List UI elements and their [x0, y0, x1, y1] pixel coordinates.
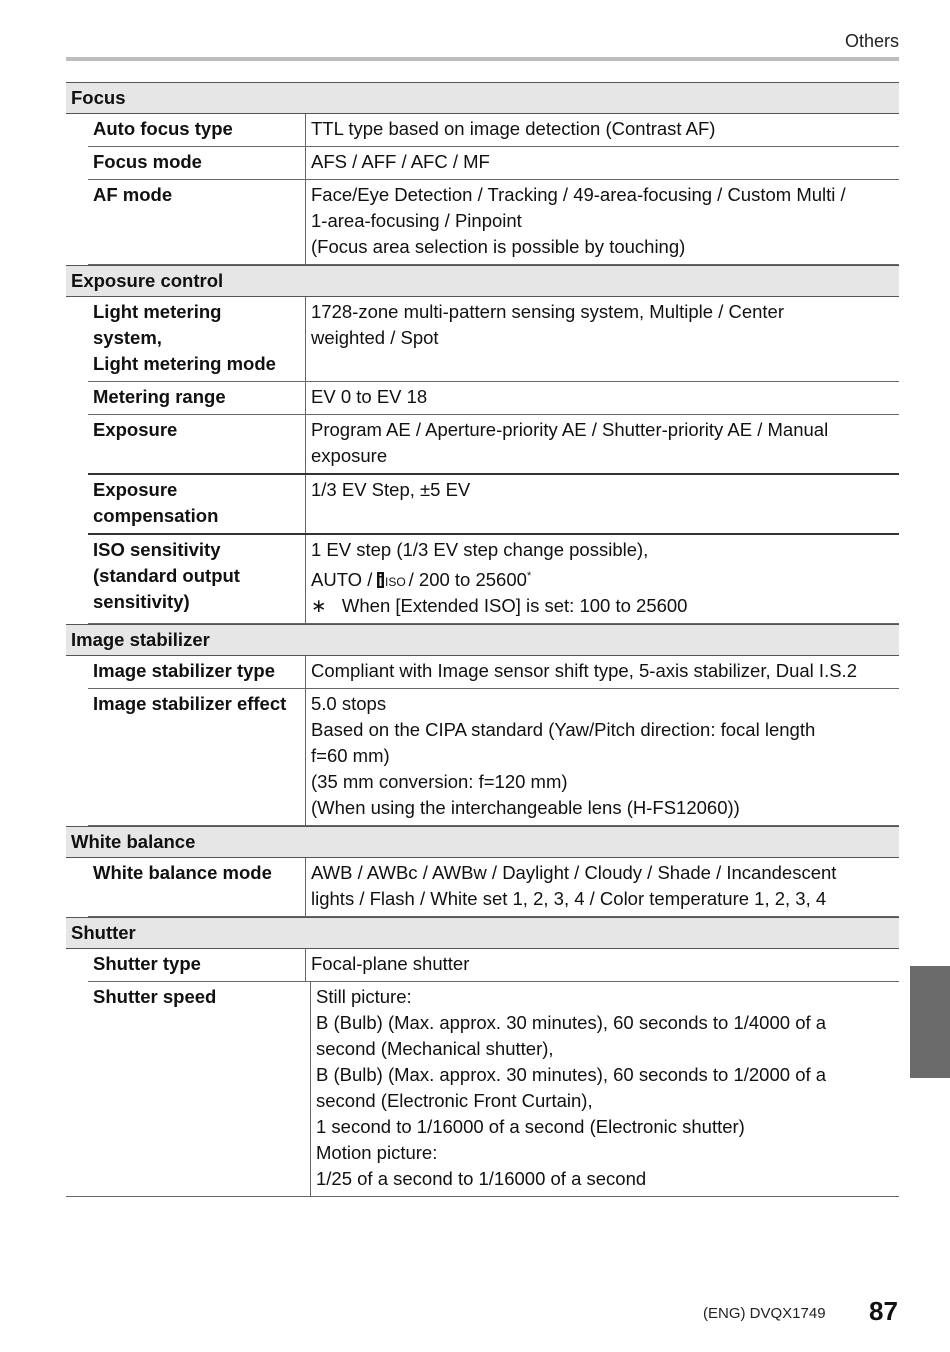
intelligent-iso-icon — [377, 571, 407, 590]
spec-value-line: Based on the CIPA standard (Yaw/Pitch direction: focal length — [311, 719, 816, 741]
spec-label-line: AF mode — [93, 184, 173, 205]
spec-label-line: Shutter speed — [93, 986, 217, 1008]
spec-value — [306, 415, 899, 473]
spec-label-line: sensitivity) — [93, 591, 190, 612]
spec-row — [88, 147, 899, 180]
spec-value-line: 1-area-focusing / Pinpoint — [311, 210, 522, 231]
spec-label — [88, 535, 306, 623]
spec-label — [88, 114, 306, 146]
footnote-mark: * — [526, 570, 532, 582]
header-divider — [66, 57, 899, 61]
spec-label — [88, 180, 306, 264]
spec-label-line: Light metering — [93, 301, 222, 322]
spec-value — [306, 689, 899, 825]
spec-label — [88, 415, 306, 473]
spec-value-line: (When using the interchangeable lens (H-FS12060)) — [311, 797, 740, 819]
section-header: Image stabilizer — [66, 624, 899, 656]
spec-label-line: Image stabilizer type — [93, 660, 275, 682]
footnote-text: ∗ When [Extended ISO] is set: 100 to 25600 — [311, 595, 688, 617]
side-tab-marker — [910, 966, 950, 1078]
spec-value-line: (35 mm conversion: f=120 mm) — [311, 771, 568, 793]
page-number: 87 — [869, 1296, 898, 1326]
spec-value — [306, 147, 899, 179]
spec-value-line: 5.0 stops — [311, 693, 387, 715]
spec-value — [306, 297, 899, 381]
spec-value — [306, 535, 899, 623]
spec-label-line: ISO sensitivity — [93, 539, 221, 560]
spec-label — [88, 475, 306, 533]
iso-line-suffix: / 200 to 25600 — [403, 569, 527, 591]
spec-label — [88, 689, 306, 825]
spec-row — [88, 114, 899, 147]
svg-text:ISO: ISO — [385, 575, 407, 590]
spec-value-line: Compliant with Image sensor shift type, 5-axis stabilizer, Dual I.S.2 — [311, 660, 857, 682]
spec-label — [88, 297, 306, 381]
spec-label — [88, 949, 306, 981]
spec-value-line: Program AE / Aperture-priority AE / Shutter-priority AE / Manual — [311, 419, 829, 440]
spec-row — [88, 382, 899, 415]
spec-value-line: second (Mechanical shutter), — [316, 1038, 554, 1060]
spec-row — [88, 858, 899, 917]
spec-value-line: 1 second to 1/16000 of a second (Electronic shutter) — [316, 1116, 745, 1138]
spec-value-line: B (Bulb) (Max. approx. 30 minutes), 60 seconds to 1/4000 of a — [316, 1012, 827, 1034]
spec-row — [66, 982, 899, 1197]
spec-value-line: 1728-zone multi-pattern sensing system, Multiple / Center — [311, 301, 784, 322]
spec-label-line: White balance mode — [93, 862, 272, 884]
spec-value — [306, 475, 899, 533]
spec-table — [66, 82, 899, 1197]
spec-label-line: Auto focus type — [93, 118, 233, 139]
spec-value-line: Face/Eye Detection / Tracking / 49-area-focusing / Custom Multi / — [311, 184, 846, 205]
spec-label-line: compensation — [93, 505, 219, 526]
spec-value-line: (Focus area selection is possible by touching) — [311, 236, 686, 257]
spec-value — [311, 982, 899, 1196]
footer-code: (ENG) DVQX1749 — [703, 1305, 826, 1322]
section-header: Focus — [66, 82, 899, 114]
spec-label-line: system, — [93, 327, 162, 348]
spec-value — [306, 656, 899, 688]
header-section-label: Others — [844, 31, 899, 51]
spec-label-line: Light metering mode — [93, 353, 276, 374]
spec-label-line: (standard output — [93, 565, 240, 586]
spec-value — [306, 114, 899, 146]
spec-value-line: Focal-plane shutter — [311, 953, 470, 975]
spec-value-line: AWB / AWBc / AWBw / Daylight / Cloudy / Shade / Incandescent — [311, 862, 837, 884]
spec-value-line: B (Bulb) (Max. approx. 30 minutes), 60 seconds to 1/2000 of a — [316, 1064, 827, 1086]
spec-row — [88, 689, 899, 826]
spec-label-line: Image stabilizer effect — [93, 693, 287, 715]
spec-label-line: Exposure — [93, 479, 178, 500]
spec-value — [306, 180, 899, 264]
spec-value-line: Motion picture: — [316, 1142, 438, 1164]
spec-row — [88, 475, 899, 535]
section-header: White balance — [66, 826, 899, 858]
spec-row — [88, 949, 899, 982]
spec-value-line: lights / Flash / White set 1, 2, 3, 4 / Color temperature 1, 2, 3, 4 — [311, 888, 827, 910]
spec-row — [88, 297, 899, 382]
iso-line-prefix: AUTO / — [311, 569, 378, 591]
iso-auto-line — [311, 563, 899, 593]
spec-value-line: EV 0 to EV 18 — [311, 386, 428, 407]
spec-label-line: Metering range — [93, 386, 226, 407]
spec-value-line: Still picture: — [316, 986, 412, 1008]
spec-row — [88, 180, 899, 265]
spec-label — [88, 382, 306, 414]
spec-label — [66, 982, 311, 1196]
spec-value-line: 1/25 of a second to 1/16000 of a second — [316, 1168, 647, 1190]
spec-label — [88, 147, 306, 179]
spec-value-line: 1/3 EV Step, ±5 EV — [311, 479, 471, 500]
spec-value-line: exposure — [311, 445, 388, 466]
spec-value — [306, 949, 899, 981]
spec-value — [306, 858, 899, 916]
spec-row — [88, 535, 899, 624]
spec-row — [88, 415, 899, 475]
spec-value-line: second (Electronic Front Curtain), — [316, 1090, 593, 1112]
spec-label — [88, 858, 306, 916]
spec-value — [306, 382, 899, 414]
section-header: Shutter — [66, 917, 899, 949]
spec-value-line: f=60 mm) — [311, 745, 390, 767]
spec-value-line: TTL type based on image detection (Contrast AF) — [311, 118, 716, 139]
spec-value-line: 1 EV step (1/3 EV step change possible), — [311, 539, 649, 560]
spec-label-line: Exposure — [93, 419, 178, 440]
section-header: Exposure control — [66, 265, 899, 297]
spec-label-line: Shutter type — [93, 953, 201, 975]
spec-value-line: AFS / AFF / AFC / MF — [311, 151, 490, 172]
spec-value-line: weighted / Spot — [311, 327, 439, 348]
spec-label-line: Focus mode — [93, 151, 202, 172]
spec-row — [88, 656, 899, 689]
spec-label — [88, 656, 306, 688]
